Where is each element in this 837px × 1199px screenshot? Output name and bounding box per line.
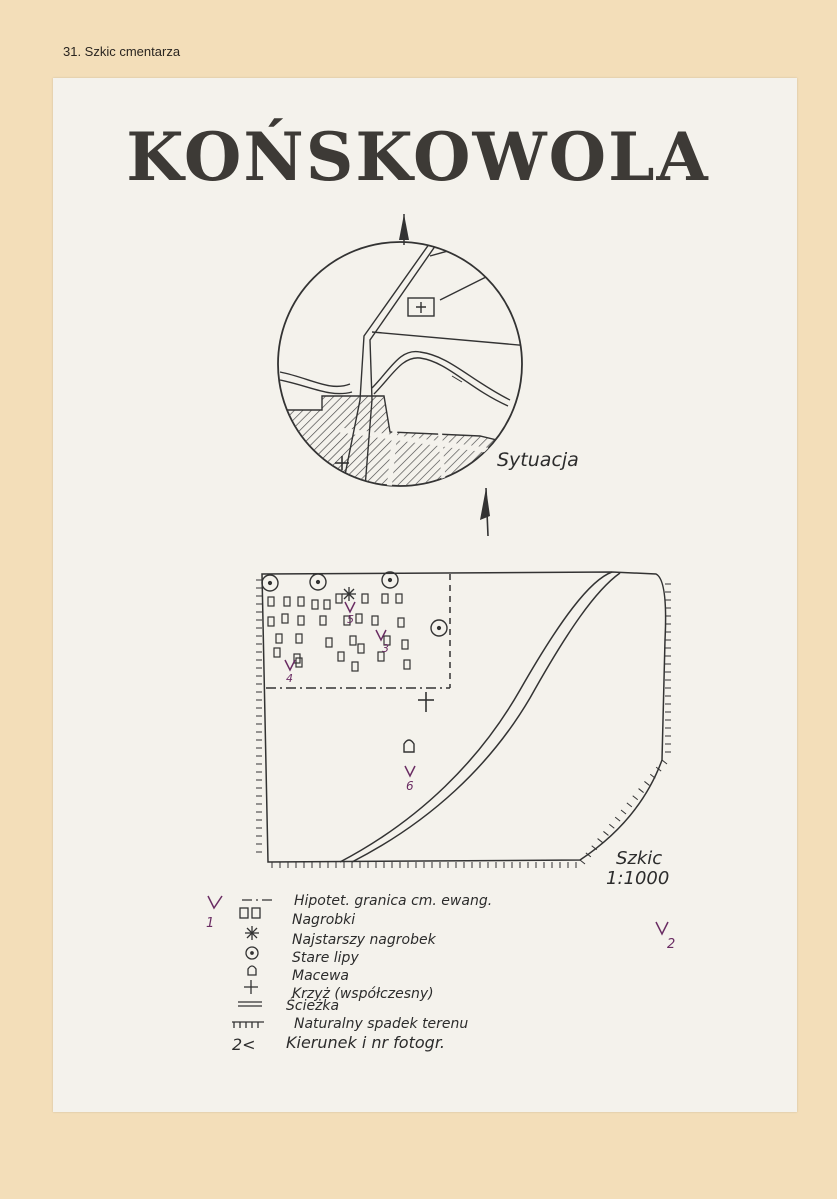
photo-marker-3: 3 [382, 642, 389, 655]
matzevah-icon [404, 740, 414, 752]
legend-item-6: Krzyż (współczesny) [292, 986, 434, 1002]
grave-icon [282, 614, 288, 623]
legend [232, 893, 492, 1054]
grave-icon [338, 652, 344, 661]
grave-icon [284, 597, 290, 606]
grave-icon [276, 634, 282, 643]
legend-symbols [232, 900, 272, 1028]
legend-item-9-symbol: 2< [232, 1035, 256, 1054]
grave-icon [298, 616, 304, 625]
grave-icon [372, 616, 378, 625]
legend-item-8: Naturalny spadek terenu [294, 1016, 469, 1032]
photo-marker-4: 4 [286, 672, 293, 685]
grave-icon [274, 648, 280, 657]
grave-icon [350, 636, 356, 645]
situation-label: Sytuacja [497, 449, 579, 471]
grave-icon [356, 614, 362, 623]
legend-item-4: Stare lipy [292, 950, 359, 966]
photo-marker-2: 2 [667, 937, 676, 952]
sketch-label: Szkic [616, 848, 663, 869]
grave-icon [320, 616, 326, 625]
legend-item-2: Nagrobki [292, 912, 356, 928]
grave-icon [404, 660, 410, 669]
photo-marker-6: 6 [406, 779, 414, 793]
legend-item-3: Najstarszy nagrobek [292, 932, 436, 948]
grave-icon [382, 594, 388, 603]
grave-icon [268, 597, 274, 606]
photo-marker-5: 5 [347, 613, 354, 626]
grave-icon [296, 634, 302, 643]
page-title: KOŃSKOWOLA [126, 118, 710, 196]
modern-cross-icon [418, 692, 434, 712]
grave-icon [326, 638, 332, 647]
grave-icon [362, 594, 368, 603]
sketch-scale: 1:1000 [606, 868, 670, 889]
legend-item-9: Kierunek i nr fotogr. [286, 1033, 446, 1052]
photo-marker-1: 1 [206, 916, 215, 931]
grave-icon [396, 594, 402, 603]
grave-icon [398, 618, 404, 627]
north-arrow-icon [480, 488, 490, 536]
grave-markers [268, 594, 410, 671]
legend-item-5: Macewa [292, 968, 349, 984]
photo-markers [208, 602, 668, 934]
situation-map [270, 240, 530, 500]
cemetery-plan [256, 572, 671, 868]
legend-item-7: Ścieżka [286, 998, 340, 1014]
legend-item-1: Hipotet. granica cm. ewang. [294, 893, 493, 909]
grave-icon [402, 640, 408, 649]
page-caption: 31. Szkic cmentarza [63, 44, 181, 59]
oldest-gravestone-icon [342, 587, 356, 601]
grave-icon [358, 644, 364, 653]
grave-icon [336, 594, 342, 603]
slope-ticks [256, 580, 671, 868]
grave-icon [298, 597, 304, 606]
grave-icon [324, 600, 330, 609]
grave-icon [268, 617, 274, 626]
grave-icon [312, 600, 318, 609]
north-arrow-icon [399, 214, 409, 245]
grave-icon [352, 662, 358, 671]
